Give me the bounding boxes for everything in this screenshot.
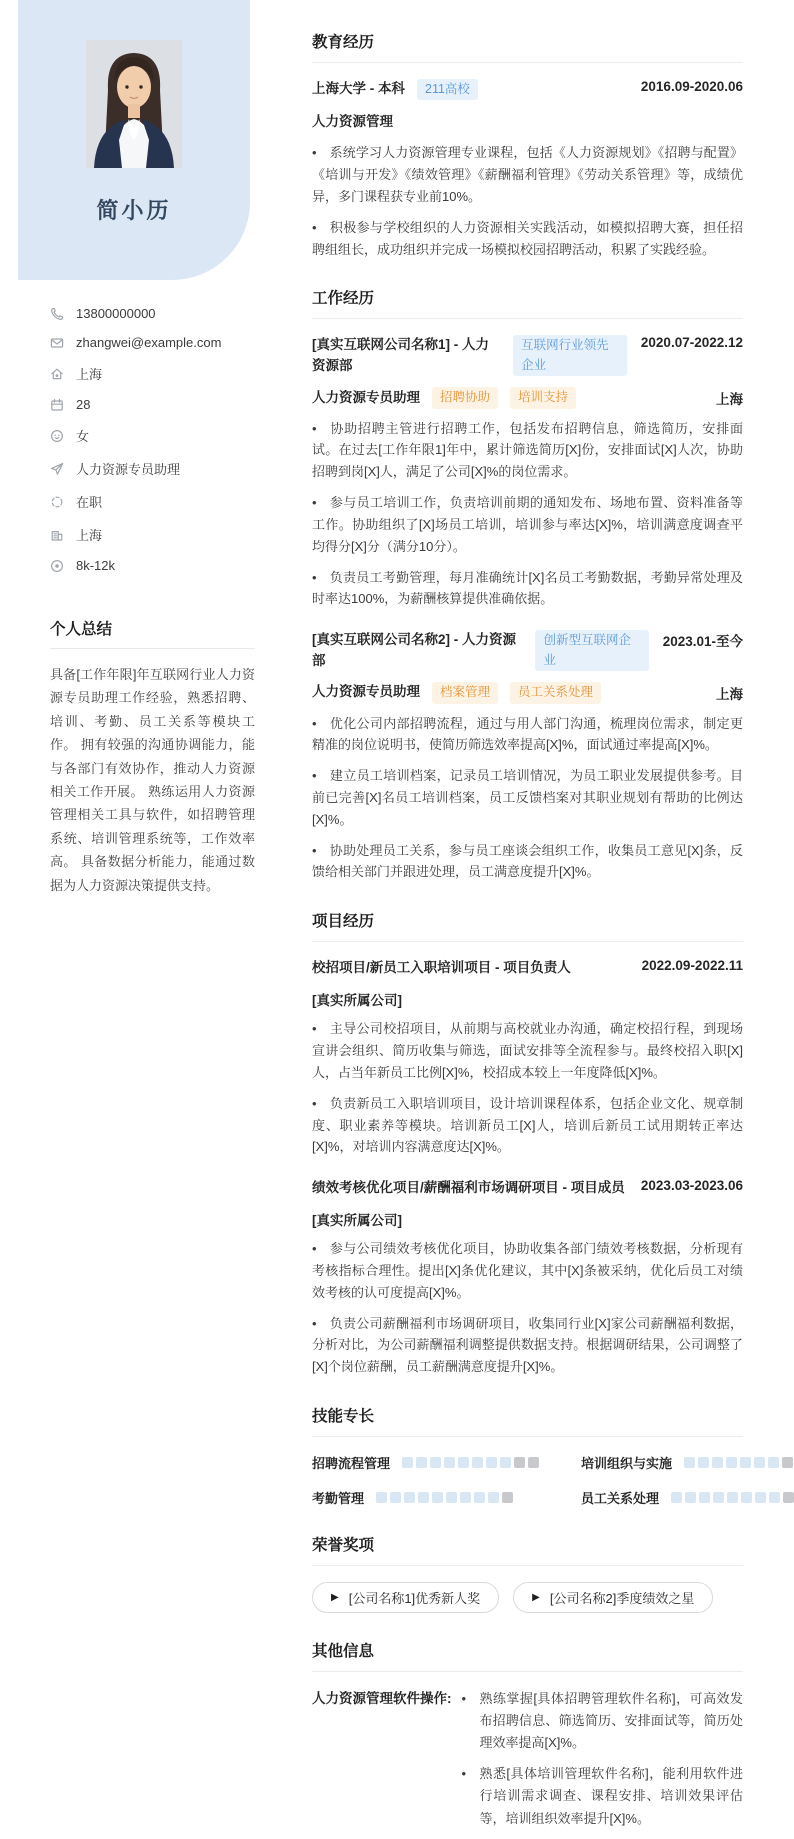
skill-item xyxy=(581,1453,794,1472)
contact-list xyxy=(50,306,262,573)
skill-segment xyxy=(712,1457,723,1468)
contact-gender xyxy=(50,426,262,445)
contact-salary xyxy=(50,558,262,573)
honor-label: [公司名称2]季度绩效之星 xyxy=(549,1591,695,1607)
bullet-dot: • xyxy=(312,842,317,858)
project-date: 2022.09-2022.11 xyxy=(641,958,743,974)
project-bullet: • 负责新员工入职培训项目，设计培训课程体系，包括企业文化、规章制度、职业素养等模块。培训新员工[X]人，培训后新员工试用期转正率达[X]%，对培训内容满意度达[X]%。 xyxy=(312,1095,743,1155)
contact-value: 28 xyxy=(76,397,91,412)
skill-bar xyxy=(376,1492,513,1503)
job-bullet: • 参与员工培训工作，负责培训前期的通知发布、场地布置、资料准备等工作。协助组织了[X]场员工培训，培训参与率达[X]%，培训满意度调查平均得分[X]分（满分10分）。 xyxy=(312,495,743,554)
skill-label: 员工关系处理 xyxy=(581,1491,660,1507)
school-name: 上海大学 - 本科 xyxy=(312,81,405,96)
skill-bar xyxy=(671,1492,794,1503)
profile-photo xyxy=(86,40,182,168)
contact-value: 人力资源专员助理 xyxy=(76,462,181,477)
bullet-dot: • xyxy=(312,768,317,784)
skill-segment xyxy=(460,1492,471,1503)
project-bullet: • 参与公司绩效考核优化项目，协助收集各部门绩效考核数据，分析现有考核指标合理性。提出[X]条优化建议，其中[X]条被采纳，优化后员工对绩效考核的认可度提高[X]%。 xyxy=(312,1241,743,1300)
contact-value: 上海 xyxy=(76,367,103,382)
portrait-illustration xyxy=(86,40,182,168)
skill-segment xyxy=(713,1492,724,1503)
project-bullet: • 负责公司薪酬福利市场调研项目，收集同行业[X]家公司薪酬福利数据，分析对比，为公司薪酬福利调整提供数据支持。根据调研结果，公司调整了[X]个岗位薪酬，员工薪酬满意度提升[X]%。 xyxy=(312,1315,743,1375)
skill-segment xyxy=(402,1457,413,1468)
skill-segment xyxy=(741,1492,752,1503)
main-column xyxy=(312,30,743,1839)
skill-segment xyxy=(416,1457,427,1468)
section-title-skills: 技能专长 xyxy=(312,1404,743,1437)
skill-segment xyxy=(684,1457,695,1468)
skill-segment xyxy=(782,1457,793,1468)
section-title-honors: 荣誉奖项 xyxy=(312,1533,743,1566)
other-bullet: • 熟悉[具体培训管理软件名称]，能利用软件进行培训需求调查、课程安排、培训效果评估等，培训组织效率提升[X]%。 xyxy=(462,1763,744,1829)
skill-segment xyxy=(472,1457,483,1468)
company-badge: 创新型互联网企业 xyxy=(535,630,648,671)
job-item-2 xyxy=(312,630,743,883)
honor-label: [公司名称1]优秀新人奖 xyxy=(348,1591,481,1607)
honor-pill[interactable] xyxy=(312,1582,499,1613)
contact-email xyxy=(50,335,262,350)
personal-summary xyxy=(50,617,255,897)
skill-label: 考勤管理 xyxy=(312,1491,365,1507)
job-role: 人力资源专员助理 xyxy=(312,389,420,405)
section-title-education: 教育经历 xyxy=(312,30,743,63)
job-bullet: • 协助处理员工关系，参与员工座谈会组织工作，收集员工意见[X]条，反馈给相关部门并跟进处理，员工满意度提升[X]%。 xyxy=(312,842,743,880)
project-company: [真实所属公司] xyxy=(312,993,402,1009)
contact-value: 8k-12k xyxy=(76,558,116,573)
education-date: 2016.09-2020.06 xyxy=(640,79,743,94)
skill-item xyxy=(581,1488,794,1507)
play-icon: ▶ xyxy=(532,1591,540,1603)
job-bullet: • 协助招聘主管进行招聘工作，包括发布招聘信息，筛选简历，安排面试。在过去[工作年限1]年中，累计筛选简历[X]份，安排面试[X]人次，协助招聘到岗[X]人，满足了公司[X]%的岗位需求。 xyxy=(312,420,743,480)
skill-label: 培训组织与实施 xyxy=(581,1456,673,1472)
job-tag: 培训支持 xyxy=(510,387,576,408)
bullet-dot: • xyxy=(312,1095,317,1111)
profile-panel xyxy=(18,0,250,280)
bullet-dot: • xyxy=(312,715,317,731)
play-icon: ▶ xyxy=(331,1591,339,1603)
project-name: 绩效考核优化项目/薪酬福利市场调研项目 - 项目成员 xyxy=(312,1180,625,1196)
bullet-dot: • xyxy=(312,1021,317,1037)
job-location: 上海 xyxy=(716,686,743,702)
job-bullet: • 负责员工考勤管理，每月准确统计[X]名员工考勤数据，考勤异常处理及时率达100%，为薪酬核算提供准确依据。 xyxy=(312,569,743,607)
skill-segment xyxy=(769,1492,780,1503)
job-tag: 员工关系处理 xyxy=(510,682,601,703)
section-title-other: 其他信息 xyxy=(312,1639,743,1672)
contact-value: zhangwei@example.com xyxy=(76,335,222,350)
bullet-dot: • xyxy=(312,495,317,511)
job-intention-icon xyxy=(50,462,64,476)
education-bullet: • 积极参与学校组织的人力资源相关实践活动，如模拟招聘大赛，担任招聘组组长，成功组织并完成一场模拟校园招聘活动，积累了实践经验。 xyxy=(312,219,743,257)
contact-job-intention xyxy=(50,459,262,478)
bullet-dot: • xyxy=(312,145,317,161)
job-date: 2023.01-至今 xyxy=(662,634,743,650)
skill-item xyxy=(312,1488,539,1507)
skill-segment xyxy=(754,1457,765,1468)
contact-value: 上海 xyxy=(76,528,103,543)
skill-segment xyxy=(685,1492,696,1503)
skills-grid xyxy=(312,1453,743,1507)
bullet-dot: • xyxy=(312,420,317,436)
skills-section xyxy=(312,1404,743,1507)
sidebar xyxy=(0,0,262,897)
skill-segment xyxy=(458,1457,469,1468)
contact-value: 13800000000 xyxy=(76,306,156,321)
education-bullet: • 系统学习人力资源管理专业课程，包括《人力资源规划》《招聘与配置》《培训与开发》《绩效管理》《薪酬福利管理》《劳动关系管理》等，成绩优异，多门课程获专业前10%。 xyxy=(312,145,743,204)
contact-age xyxy=(50,397,262,412)
skill-segment xyxy=(500,1457,511,1468)
phone-icon xyxy=(50,307,64,321)
gender-icon xyxy=(50,429,64,443)
skill-segment xyxy=(418,1492,429,1503)
job-date: 2020.07-2022.12 xyxy=(640,335,743,351)
contact-value: 在职 xyxy=(76,495,103,510)
email-icon xyxy=(50,336,64,350)
skill-segment xyxy=(430,1457,441,1468)
honor-pill[interactable] xyxy=(513,1582,713,1613)
section-title-projects: 项目经历 xyxy=(312,909,743,942)
status-icon xyxy=(50,495,64,509)
education-section xyxy=(312,30,743,260)
job-location: 上海 xyxy=(716,391,743,407)
contact-value: 女 xyxy=(76,429,90,444)
project-name: 校招项目/新员工入职培训项目 - 项目负责人 xyxy=(312,960,571,976)
skill-segment xyxy=(783,1492,794,1503)
skill-segment xyxy=(474,1492,485,1503)
skill-segment xyxy=(726,1457,737,1468)
job-tag: 档案管理 xyxy=(432,682,498,703)
skill-label: 招聘流程管理 xyxy=(312,1456,391,1472)
contact-company-city xyxy=(50,525,262,544)
home-icon xyxy=(50,367,64,381)
project-bullet: • 主导公司校招项目，从前期与高校就业办沟通，确定校招行程，到现场宣讲会组织、简历收集与筛选，面试安排等全流程参与。最终校招入职[X]人，占当年新员工比例[X]%，校招成本较上一年度降低[X]%。 xyxy=(312,1021,743,1080)
skill-segment xyxy=(390,1492,401,1503)
contact-phone xyxy=(50,306,262,321)
other-bullet-list xyxy=(462,1688,744,1839)
company-icon xyxy=(50,528,64,542)
skill-item xyxy=(312,1453,539,1472)
skill-segment xyxy=(699,1492,710,1503)
skill-segment xyxy=(376,1492,387,1503)
skill-segment xyxy=(502,1492,513,1503)
contact-city xyxy=(50,364,262,383)
skill-segment xyxy=(698,1457,709,1468)
candidate-name: 简小历 xyxy=(96,198,172,223)
project-item-1 xyxy=(312,958,743,1158)
bullet-dot: • xyxy=(312,1241,317,1257)
skill-segment xyxy=(514,1457,525,1468)
major-name: 人力资源管理 xyxy=(312,114,393,130)
section-title-work: 工作经历 xyxy=(312,286,743,319)
company-name: [真实互联网公司名称2] - 人力资源部 xyxy=(312,632,516,669)
job-tag: 招聘协助 xyxy=(432,387,498,408)
skill-segment xyxy=(727,1492,738,1503)
contact-status xyxy=(50,492,262,511)
skill-segment xyxy=(528,1457,539,1468)
other-label: 人力资源管理软件操作: xyxy=(312,1691,452,1707)
job-bullet: • 优化公司内部招聘流程，通过与用人部门沟通，梳理岗位需求，制定更精准的岗位说明书，使简历筛选效率提高[X]%，面试通过率提高[X]%。 xyxy=(312,715,743,753)
job-bullet: • 建立员工培训档案，记录员工培训情况，为员工职业发展提供参考。目前已完善[X]名员工培训档案，员工反馈档案对其职业规划有帮助的比例达[X]%。 xyxy=(312,768,743,827)
summary-title: 个人总结 xyxy=(50,617,255,649)
project-company: [真实所属公司] xyxy=(312,1213,402,1229)
skill-segment xyxy=(768,1457,779,1468)
skill-segment xyxy=(444,1457,455,1468)
bullet-dot: • xyxy=(312,219,317,235)
summary-text: 具备[工作年限]年互联网行业人力资源专员助理工作经验，熟悉招聘、培训、考勤、员工关系等模块工作。 拥有较强的沟通协调能力，能与各部门有效协作，推动人力资源相关工作开展。 熟练运用人力资源管理相关工具与软件，如招聘管理系统、培训管理系统等，工作效率高。 具备数据分析能力，能通过数据为人力资源决策提供支持。 xyxy=(50,667,255,893)
job-item-1 xyxy=(312,335,743,610)
skill-bar xyxy=(684,1457,794,1468)
skill-segment xyxy=(486,1457,497,1468)
skill-segment xyxy=(404,1492,415,1503)
other-section xyxy=(312,1639,743,1839)
honors-section xyxy=(312,1533,743,1613)
bullet-dot: • xyxy=(461,1691,467,1707)
salary-icon xyxy=(50,559,64,573)
bullet-dot: • xyxy=(461,1766,467,1782)
skill-segment xyxy=(488,1492,499,1503)
company-badge: 互联网行业领先企业 xyxy=(513,335,627,376)
project-item-2 xyxy=(312,1178,743,1378)
bullet-dot: • xyxy=(312,569,317,585)
project-date: 2023.03-2023.06 xyxy=(640,1178,743,1194)
projects-section xyxy=(312,909,743,1378)
skill-segment xyxy=(740,1457,751,1468)
bullet-dot: • xyxy=(312,1315,317,1331)
job-role: 人力资源专员助理 xyxy=(312,684,420,700)
age-icon xyxy=(50,398,64,412)
work-section xyxy=(312,286,743,883)
skill-segment xyxy=(671,1492,682,1503)
skill-segment xyxy=(755,1492,766,1503)
other-bullet: • 熟练掌握[具体招聘管理软件名称]，可高效发布招聘信息、筛选简历、安排面试等，简历处理效率提高[X]%。 xyxy=(462,1688,744,1754)
company-name: [真实互联网公司名称1] - 人力资源部 xyxy=(312,337,489,374)
skill-segment xyxy=(432,1492,443,1503)
skill-bar xyxy=(402,1457,539,1468)
school-badge: 211高校 xyxy=(417,79,478,100)
skill-segment xyxy=(446,1492,457,1503)
